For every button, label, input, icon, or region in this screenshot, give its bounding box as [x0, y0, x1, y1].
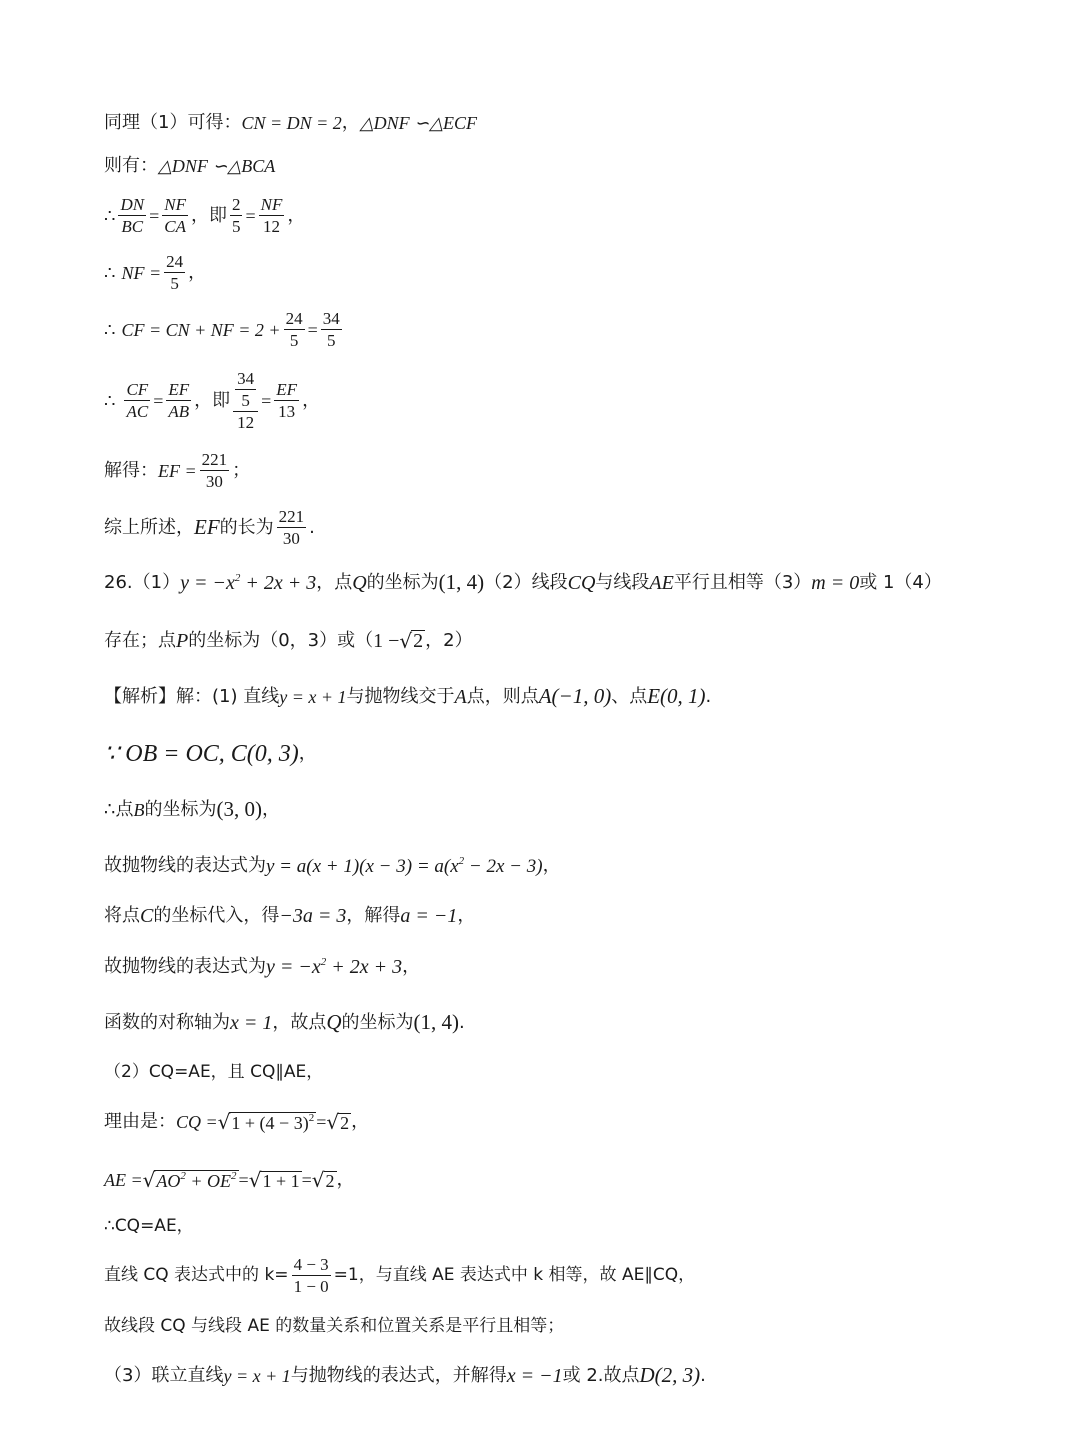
inner-numerator: 34 [237, 369, 255, 388]
math: y = x + 1 [279, 686, 347, 707]
line-16 [104, 957, 420, 977]
equals: = [238, 1170, 249, 1190]
text: 存在；点 [104, 629, 176, 651]
equals: = [316, 1112, 327, 1132]
denominator: 5 [231, 216, 241, 236]
line-13 [104, 799, 280, 820]
equals: = [245, 205, 256, 226]
text: 直线 CQ 表达式中的 k= [104, 1265, 289, 1286]
math: EF = [158, 460, 197, 481]
math: E(0, 1) [647, 684, 706, 708]
line-24 [104, 1365, 706, 1386]
square-root: √ 2 [311, 1168, 335, 1192]
numerator [233, 370, 258, 412]
text: 的坐标为 [144, 798, 217, 820]
text: ； [232, 459, 251, 481]
line-7 [104, 451, 250, 491]
math: D(2, 3) [639, 1363, 701, 1387]
text: 故抛物线的表达式为 [104, 855, 266, 876]
text: 则有： [104, 155, 158, 176]
text: 的坐标为（0，3）或（ [188, 629, 374, 651]
text: 与抛物线交于 [346, 685, 455, 707]
therefore-symbol: ∴ [104, 390, 116, 411]
complex-fraction [233, 370, 258, 432]
line-2 [104, 157, 275, 175]
text: 与抛物线的表达式，并解得 [290, 1364, 507, 1386]
math: x = 1 [230, 1011, 273, 1034]
square-root: √ 1 + 1 [248, 1168, 300, 1192]
denominator: AB [168, 401, 190, 421]
line-3 [104, 196, 305, 236]
text: ， [302, 389, 321, 411]
text: ， [402, 956, 421, 977]
math: −3a = 3 [279, 905, 347, 927]
denominator: 5 [170, 273, 179, 293]
line-17 [104, 1012, 465, 1033]
text: ，2） [425, 629, 473, 651]
text: 与线段 [595, 571, 650, 593]
fraction [284, 310, 305, 350]
line-5 [104, 310, 345, 350]
text: 、点 [611, 685, 648, 707]
text: 平行且相等（3） [673, 571, 812, 593]
text: . [705, 685, 712, 707]
fraction [200, 451, 230, 491]
equals: = [301, 1170, 312, 1190]
therefore-symbol: ∴ [104, 262, 116, 283]
text: ∴点 [104, 798, 134, 820]
math: AE = [104, 1170, 143, 1190]
text: ，点 [316, 571, 353, 593]
text: . [309, 516, 315, 538]
math: (1, 4) [413, 1010, 460, 1034]
math: x = −1 [506, 1364, 563, 1387]
numerator: CF [126, 379, 149, 399]
text: ，即 [194, 389, 231, 411]
denominator: 12 [262, 216, 280, 236]
denominator: 30 [205, 471, 223, 491]
square-root: √ 2 [326, 1110, 350, 1134]
fraction [164, 253, 185, 293]
math: NF = [121, 262, 162, 283]
math: C [140, 905, 154, 927]
text: ，故点 [272, 1011, 327, 1033]
text: 的长为 [219, 516, 274, 538]
line-6 [104, 370, 320, 432]
numerator: EF [276, 379, 298, 399]
fraction [277, 508, 307, 548]
math: A [454, 685, 467, 708]
denominator: 5 [289, 330, 299, 350]
line-19 [104, 1112, 369, 1132]
text: 的坐标为 [341, 1011, 414, 1033]
text: ， [351, 1111, 370, 1132]
fraction [259, 196, 285, 236]
math: CF = CN + NF = 2 + [121, 319, 281, 340]
text: 解得： [104, 459, 158, 481]
text: 26.（1） [104, 571, 181, 593]
text: ， [188, 261, 207, 283]
math: P [176, 629, 189, 652]
text: 【解析】解：(1) 直线 [104, 685, 280, 707]
fraction [162, 196, 188, 236]
math: CQ = [176, 1112, 218, 1132]
text: ， [298, 743, 317, 764]
equals: = [307, 319, 318, 340]
equals: = [153, 390, 164, 411]
line-9 [104, 572, 942, 593]
math: $y = a(x + 1)(x - 3) = a(x^2 - 2x - 3)$ [266, 855, 543, 877]
text: （2）线段 [484, 571, 568, 593]
text: ，即 [190, 204, 227, 226]
text: 的坐标代入，得 [153, 905, 280, 926]
text: （2）CQ=AE，且 CQ∥AE， [104, 1062, 324, 1082]
text: . [459, 1011, 465, 1033]
math: $y = -x^2 + 2x + 3$ [266, 956, 403, 978]
fraction [230, 196, 243, 236]
fraction [118, 196, 146, 236]
math: CQ [567, 571, 596, 594]
math: (3, 0) [216, 797, 262, 821]
text: 同理（1）可得： [104, 112, 242, 133]
therefore-symbol: ∴ [104, 205, 116, 226]
fraction [166, 381, 191, 421]
denominator: CA [164, 216, 186, 236]
line-10 [104, 630, 473, 651]
denominator: 30 [282, 528, 300, 548]
math: A(−1, 0) [538, 684, 612, 708]
math: m = 0 [811, 571, 860, 594]
inner-fraction [235, 370, 256, 410]
line-22 [104, 1256, 695, 1296]
equals: = [261, 390, 272, 411]
denominator: 1 − 0 [293, 1276, 329, 1296]
text: ∴CQ=AE， [104, 1216, 194, 1236]
math: △DNF ∽△ECF [359, 113, 478, 133]
numerator: 34 [322, 309, 340, 328]
line-14 [104, 856, 561, 876]
line-18 [104, 1064, 323, 1081]
line-12 [104, 742, 317, 766]
text: . [700, 1364, 706, 1386]
denominator: AC [126, 401, 149, 421]
line-20 [104, 1170, 355, 1190]
denominator: 5 [326, 330, 336, 350]
math: △DNF ∽△BCA [158, 156, 276, 176]
line-1 [104, 114, 477, 132]
math: a = −1 [400, 905, 458, 927]
text: 将点 [104, 905, 140, 926]
text: （3）联立直线 [104, 1364, 224, 1386]
math: EF [194, 515, 220, 540]
fraction [292, 1256, 331, 1296]
square-root: √ 2 [399, 629, 424, 653]
text: 或 2.故点 [562, 1364, 640, 1386]
line-8 [104, 508, 315, 548]
numerator: 24 [285, 309, 303, 328]
text: =1，与直线 AE 表达式中 k 相等，故 AE∥CQ， [333, 1265, 696, 1286]
square-root: √ $1 + (4 - 3)^2$ [217, 1110, 315, 1134]
line-23 [104, 1318, 564, 1335]
line-15 [104, 906, 475, 926]
numerator: DN [120, 195, 145, 214]
therefore-symbol: ∴ [104, 319, 116, 340]
text: 函数的对称轴为 [104, 1011, 230, 1033]
math: ∵ OB = OC, C(0, 3) [104, 741, 299, 767]
math: Q [352, 571, 367, 594]
denominator: 13 [278, 401, 296, 421]
numerator: NF [260, 195, 283, 214]
denominator: 12 [237, 412, 255, 432]
text: 故抛物线的表达式为 [104, 956, 266, 977]
math: (1, 4) [438, 570, 485, 594]
math: 1 − [373, 629, 400, 652]
text: 理由是： [104, 1111, 176, 1132]
math: CN = DN = 2 [241, 113, 342, 133]
fraction [274, 381, 299, 421]
text: 的坐标为 [366, 571, 439, 593]
numerator: 24 [166, 252, 184, 271]
math: B [133, 799, 145, 820]
numerator: EF [168, 379, 190, 399]
denominator: BC [121, 216, 144, 236]
numerator: 221 [201, 450, 228, 469]
math: $y = -x^2 + 2x + 3$ [180, 571, 317, 594]
text: ，解得 [346, 905, 401, 926]
text: ， [542, 855, 561, 876]
numerator: 221 [278, 507, 305, 526]
math: Q [326, 1010, 342, 1034]
line-4 [104, 253, 206, 293]
numerator: 4 − 3 [293, 1255, 329, 1274]
numerator: 2 [231, 195, 241, 214]
text: ， [287, 204, 306, 226]
text: ， [457, 905, 476, 926]
text: 点，则点 [466, 685, 539, 707]
inner-denominator: 5 [241, 390, 250, 410]
line-11 [104, 686, 711, 707]
fraction [321, 310, 342, 350]
math: y = x + 1 [223, 1365, 291, 1386]
text: ， [336, 1169, 355, 1190]
text: 综上所述， [104, 516, 194, 538]
text: ， [341, 112, 360, 133]
text: 故线段 CQ 与线段 AE 的数量关系和位置关系是平行且相等； [104, 1316, 565, 1336]
square-root: √ $AO^2 + OE^2$ [142, 1168, 237, 1192]
fraction [124, 381, 150, 421]
text: 或 1（4） [859, 571, 942, 593]
line-21 [104, 1218, 194, 1235]
equals: = [149, 205, 160, 226]
numerator: NF [164, 195, 186, 214]
text: ， [261, 798, 280, 820]
math: AE [649, 571, 674, 594]
